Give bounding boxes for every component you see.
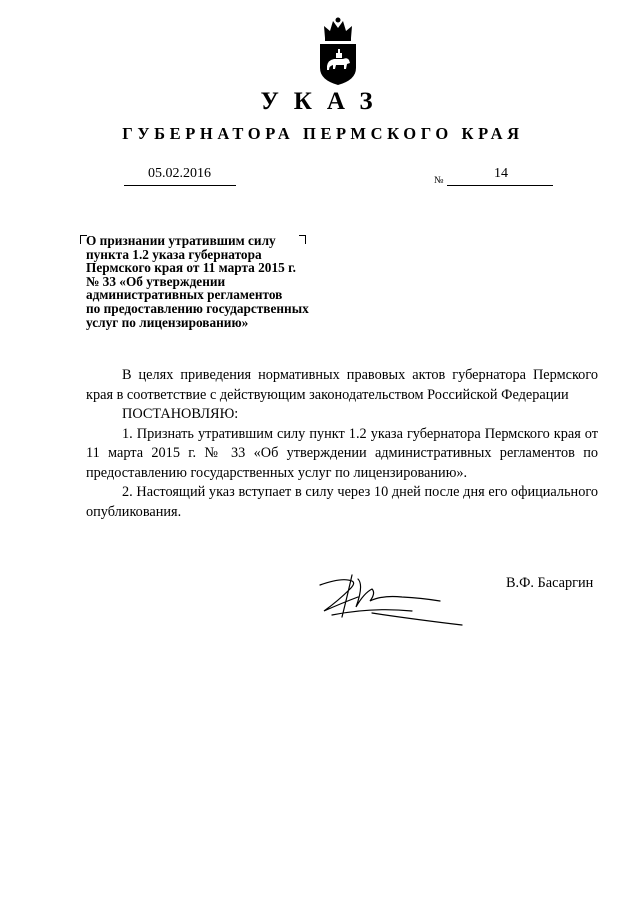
document-subtitle: ГУБЕРНАТОРА ПЕРМСКОГО КРАЯ xyxy=(122,124,524,143)
decree-number: 14 xyxy=(494,166,508,181)
decree-body xyxy=(86,366,598,522)
signature-image xyxy=(312,567,472,627)
decree-date: 05.02.2016 xyxy=(148,166,211,181)
signer-name: В.Ф. Басаргин xyxy=(506,575,594,591)
date-underline xyxy=(124,185,236,186)
heading-line: услуг по лицензированию» xyxy=(86,314,249,330)
heading-line: административных регламентов xyxy=(86,287,283,303)
heading-line: Пермского края от 11 марта 2015 г. xyxy=(86,260,296,276)
preamble-paragraph: В целях приведения нормативных правовых актов губернатора Пермского края в соответствие с действующим законодательством Российской Федерации xyxy=(86,367,598,403)
number-sign: № xyxy=(434,175,444,186)
heading-line: О признании утратившим силу xyxy=(86,233,276,248)
decree-heading xyxy=(86,234,366,329)
heading-line: по предоставлению государственных xyxy=(86,300,309,316)
item-2-paragraph: 2. Настоящий указ вступает в силу через 10 дней после дня его официального опубликования. xyxy=(86,484,598,520)
coat-of-arms-icon xyxy=(316,16,360,86)
decree-word: ПОСТАНОВЛЯЮ: xyxy=(122,406,239,422)
heading-line: № 33 «Об утверждении xyxy=(86,273,226,289)
heading-line: пункта 1.2 указа губернатора xyxy=(86,246,262,262)
number-underline xyxy=(447,185,553,186)
document-title: УКАЗ xyxy=(260,88,388,115)
item-1-paragraph: 1. Признать утратившим силу пункт 1.2 указа губернатора Пермского края от 11 марта 2015 г. № 33 «Об утверждении административных регламентов по предоставлению государственных услуг по лицензированию». xyxy=(86,425,598,481)
